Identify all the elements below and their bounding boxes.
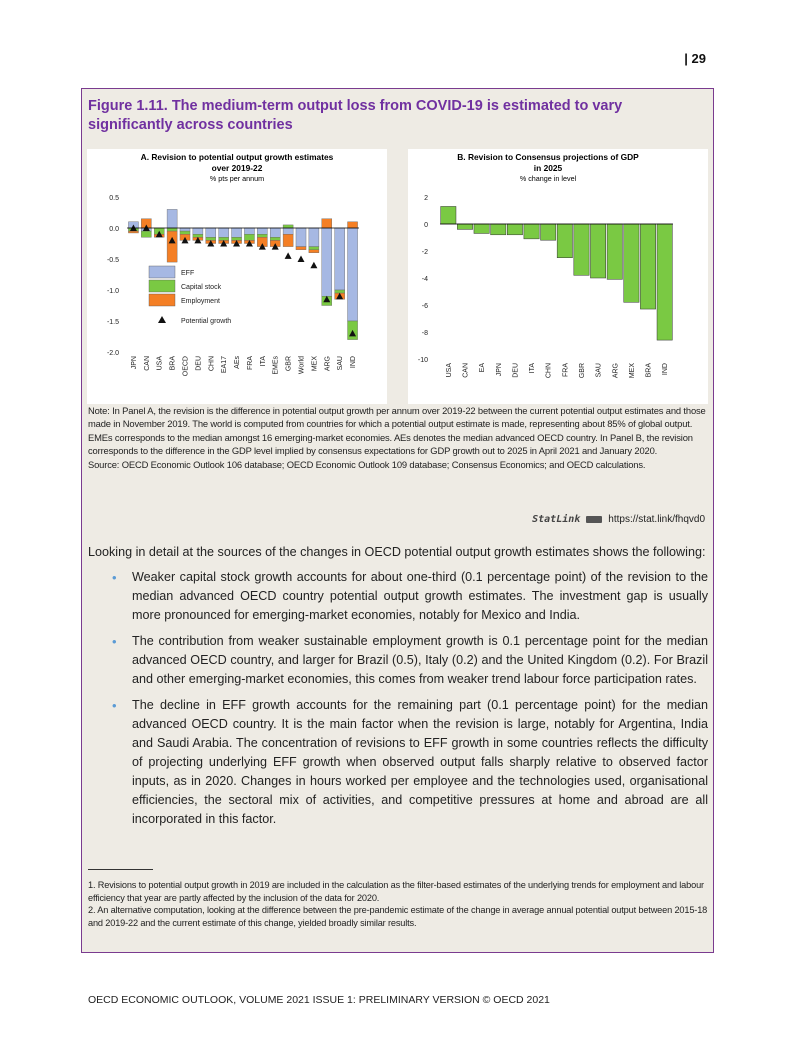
bar-segment [348,228,358,321]
body-text [88,543,708,836]
bar [524,224,539,239]
x-tick-label: EA17 [221,356,229,374]
bar-segment [322,228,332,296]
panel-a [87,149,387,404]
x-tick-label: DEU [195,356,203,371]
x-tick-label: CHN [208,356,216,372]
bar-segment [309,247,319,250]
footnote-1: 1. Revisions to potential output growth in 2019 are included in the calculation as the filter-based estimates of the underlying trends for employment and labour efficiency that year are partly affected by the inclusion of the data for 2020. [88,880,704,903]
bar-segment [193,228,203,234]
x-tick-label: CHN [545,363,553,379]
bullet-list [88,568,708,829]
x-tick-label: ARG [324,356,332,372]
x-tick-label: CAN [462,363,470,378]
panel-b-title-line1: B. Revision to Consensus projections of GDP [457,152,639,162]
panel-b-title-line2: in 2025 [533,163,563,173]
bar-segment [309,250,319,253]
bar [491,224,506,235]
bar [474,224,489,233]
statlink-url[interactable]: https://stat.link/fhqvd0 [608,514,705,525]
potential-growth-marker [310,262,317,269]
y-tick-label: 0 [424,222,428,229]
legend-capital-label: Capital stock [181,284,222,291]
page-number: | 29 [684,51,706,66]
legend-eff-label: EFF [181,270,195,277]
panel-b-subtitle: % change in level [519,174,577,183]
y-tick-label: -2.0 [106,350,119,357]
list-item: • The contribution from weaker sustainable employment growth is 0.1 percentage point for the median advanced OECD country, and larger for Brazil (0.5), Italy (0.2) and the United Kingdom (0.2). For Brazil and other emerging-market economies, this comes from weaker trend labour force participation rates. [112,634,708,686]
legend-potential-label: Potential growth [181,318,232,325]
statlink-icon [586,516,602,523]
legend-employment-label: Employment [181,298,220,305]
x-tick-label: AEs [234,356,242,369]
bar-segment [206,228,216,237]
bullet-icon: • [112,570,117,585]
legend-potential-marker [158,316,166,323]
bar-segment [141,231,151,237]
panel-a-legend [149,266,231,325]
bar-segment [219,228,229,237]
figure-note [88,404,708,471]
x-tick-label: BRA [645,363,653,378]
y-tick-label: -1.5 [106,319,119,326]
bar-segment [219,237,229,240]
bar-segment [335,228,345,290]
legend-employment-swatch [149,294,175,306]
bar [507,224,522,235]
bar-segment [257,228,267,234]
bullet-icon: • [112,634,117,649]
y-tick-label: -4 [421,276,428,283]
figure-title: Figure 1.11. The medium-term output loss from COVID-19 is estimated to vary significantly across countries [88,98,623,133]
potential-growth-marker [285,252,292,259]
footnote-2: 2. An alternative computation, looking at the difference between the pre-pandemic estimate of the change in average annual potential output between 2015-18 and 2019-22 and the current estimate of this change, yielded broadly similar results. [88,905,708,928]
footnote-divider [88,869,153,870]
y-tick-label: -6 [421,303,428,310]
bar [624,224,639,302]
x-tick-label: SAU [337,356,345,371]
x-tick-label: MEX [311,356,319,372]
y-tick-label: -1.0 [106,288,119,295]
bar [657,224,672,340]
bar [590,224,605,278]
bar-segment [167,231,177,262]
x-tick-label: FRA [562,363,570,377]
x-tick-label: IND [662,363,670,376]
x-tick-label: JPN [130,356,138,370]
list-item: • The decline in EFF growth accounts for the remaining part (0.1 percentage point) for the median advanced OECD country. It is the main factor when the revision is large, notably for Argentina, India and Saudi Arabia. The concentration of revisions to EFF growth in some countries reflects the difficulty of projecting underlying EFF growth when observed output falls sharply relative to observed factor inputs, as in 2020. Changes in hours worked per employee and the technologies used, organisational efficiencies, the sectoral mix of activities, and competitive pressures at home and abroad are all incorporated in this factor. [112,698,708,826]
bar [441,206,456,224]
x-tick-label: OECD [182,356,190,377]
bar [457,224,472,229]
panel-b [408,149,708,404]
y-tick-label: -8 [421,330,428,337]
bar-segment [167,228,177,231]
bar-segment [296,247,306,250]
bar [541,224,556,240]
x-tick-label: CAN [143,356,151,371]
bar-segment [244,228,254,234]
statlink-logo: StatLink [532,514,581,525]
x-tick-label: BRA [169,356,177,371]
bar-segment [283,234,293,246]
bar [640,224,655,309]
bar-segment [322,219,332,228]
x-tick-label: JPN [495,363,503,377]
source-text: Source: OECD Economic Outlook 106 database; OECD Economic Outlook 109 database; Consensus Economics; and OECD calculations. [88,458,646,470]
y-tick-label: -0.5 [106,257,119,264]
x-tick-label: World [298,356,306,375]
statlink[interactable] [532,514,705,525]
bar-segment [283,225,293,228]
bar-segment [244,234,254,240]
legend-capital-swatch [149,280,175,292]
bar-segment [283,228,293,234]
bullet-icon: • [112,698,117,713]
potential-growth-marker [298,256,305,263]
bar-segment [335,290,345,293]
x-tick-label: FRA [246,356,254,370]
bar-segment [257,234,267,237]
y-tick-label: 0.5 [109,195,119,202]
bar-segment [348,222,358,228]
bar [557,224,572,258]
x-tick-label: EA [479,363,487,373]
x-tick-label: ITA [529,363,537,374]
y-tick-label: 0.0 [109,226,119,233]
panel-b-chart [408,149,708,404]
bar-segment [296,228,306,247]
panel-a-subtitle: % pts per annum [209,174,265,183]
bar-segment [232,228,242,237]
footnotes [88,879,708,929]
bar-segment [167,209,177,228]
x-tick-label: SAU [595,363,603,378]
x-tick-label: DEU [512,363,520,378]
y-tick-label: -10 [417,357,428,364]
bar-segment [193,234,203,237]
bar-segment [180,228,190,231]
x-tick-label: ARG [612,363,620,379]
bar-segment [206,237,216,240]
legend-eff-swatch [149,266,175,278]
bar [574,224,589,275]
x-tick-label: GBR [285,356,293,372]
bar [607,224,622,279]
x-tick-label: EMEs [272,356,280,375]
x-tick-label: MEX [628,363,636,379]
x-tick-label: IND [350,356,358,369]
panel-a-chart [87,149,387,404]
body-lead: Looking in detail at the sources of the changes in OECD potential output growth estimates shows the following: [88,545,706,559]
bar-segment [232,237,242,240]
bar-segment [270,228,280,237]
panel-a-title-line2: over 2019-22 [211,163,263,173]
x-tick-label: USA [445,363,453,378]
figure-box [81,88,714,953]
list-item: • Weaker capital stock growth accounts for about one-third (0.1 percentage point) of the revision to the median advanced OECD country potential output growth estimates. The investment gap is usually more pronounced for emerging-market economies, notably for Mexico and India. [112,570,708,622]
x-tick-label: ITA [259,356,267,367]
x-tick-label: GBR [578,363,586,379]
page-footer: OECD ECONOMIC OUTLOOK, VOLUME 2021 ISSUE 1: PRELIMINARY VERSION © OECD 2021 [88,994,550,1006]
note-text: Note: In Panel A, the revision is the difference in potential output growth per annum over 2019-22 between the current potential output estimates and those made in November 2019. The world is computed from countries for which a potential output estimate is made, representing about 85% of global output. EMEs corresponds to the median amongst 16 emerging-market economies. AEs denotes the median advanced OECD country. In Panel B, the revision corresponds to the difference in the GDP level implied by consensus expectations for GDP growth out to 2025 in April 2021 and January 2020. [88,405,706,457]
bar-segment [309,228,319,247]
x-tick-label: USA [156,356,164,371]
y-tick-label: 2 [424,195,428,202]
bar-segment [128,231,138,233]
bar-segment [180,231,190,234]
y-tick-label: -2 [421,249,428,256]
panel-a-title-line1: A. Revision to potential output growth estimates [140,152,334,162]
bar-segment [270,237,280,240]
